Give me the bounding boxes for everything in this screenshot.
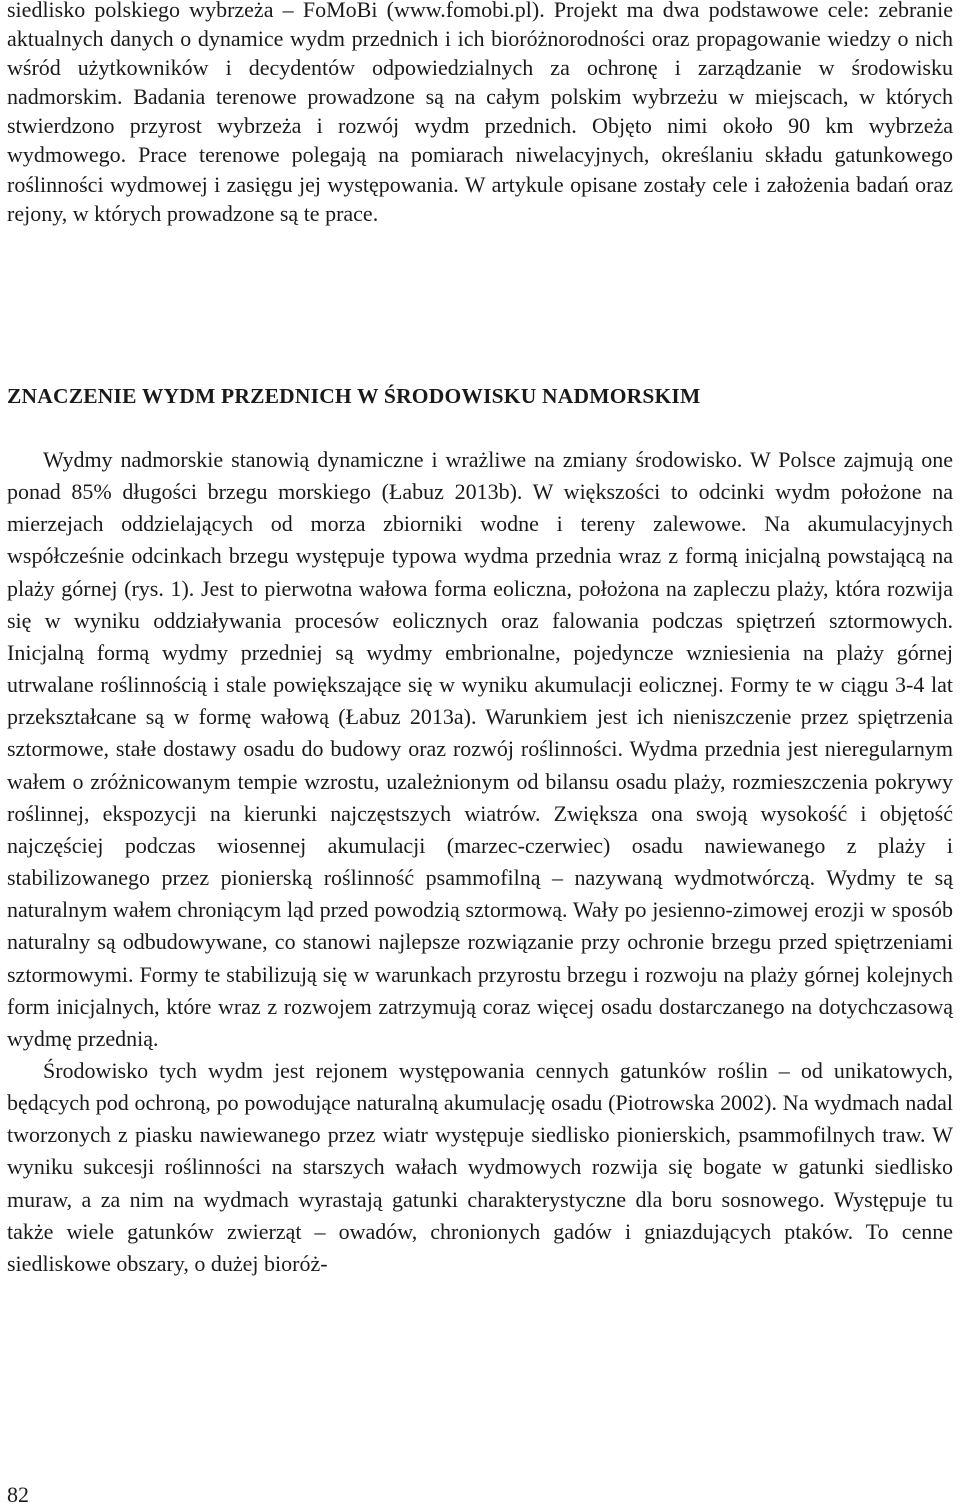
section-heading: ZNACZENIE WYDM PRZEDNICH W ŚRODOWISKU NADMORSKIM xyxy=(7,384,701,408)
section-body xyxy=(7,444,953,1280)
intro-paragraph: siedlisko polskiego wybrzeża – FoMoBi (www.fomobi.pl). Projekt ma dwa podstawowe cele: zebranie aktualnych danych o dynamice wydm przednich i ich bioróżnorodności oraz propagowanie wiedzy o nich wśród użytkowników i decydentów odpowiedzialnych za ochronę i zarządzanie w środowisku nadmorskim. Badania terenowe prowadzone są na całym polskim wybrzeżu w miejscach, w których stwierdzono przyrost wybrzeża i rozwój wydm przednich. Objęto nimi około 90 km wybrzeża wydmowego. Prace terenowe polegają na pomiarach niwelacyjnych, określaniu składu gatunkowego roślinności wydmowej i zasięgu jej występowania. W artykule opisane zostały cele i założenia badań oraz rejony, w których prowadzone są te prace. xyxy=(7,0,953,226)
body-paragraph: Wydmy nadmorskie stanowią dynamiczne i wrażliwe na zmiany środowisko. W Polsce zajmują one ponad 85% długości brzegu morskiego (Łabuz 2013b). W większości to odcinki wydm położone na mierzejach oddzielających od morza zbiorniki wodne i tereny zalewowe. Na akumulacyjnych współcześnie odcinkach brzegu występuje typowa wydma przednia wraz z formą inicjalną powstającą na plaży górnej (rys. 1). Jest to pierwotna wałowa forma eoliczna, położona na zapleczu plaży, która rozwija się w wyniku oddziaływania procesów eolicznych oraz falowania podczas spiętrzeń sztormowych. Inicjalną formą wydmy przedniej są wydmy embrionalne, pojedyncze wzniesienia na plaży górnej utrwalane roślinnością i stale powiększające się w wyniku akumulacji eolicznej. Formy te w ciągu 3-4 lat przekształcane są w formę wałową (Łabuz 2013a). Warunkiem jest ich nieniszczenie przez spiętrzenia sztormowe, stałe dostawy osadu do budowy oraz rozwój roślinności. Wydma przednia jest nieregularnym wałem o zróżnicowanym tempie wzrostu, uzależnionym od bilansu osadu plaży, rozmieszczenia pokrywy roślinnej, ekspozycji na kierunki najczęstszych wiatrów. Zwiększa ona swoją wysokość i objętość najczęściej podczas wiosennej akumulacji (marzec-czerwiec) osadu nawiewanego z plaży i stabilizowanego przez pionierską roślinność psammofilną – nazywaną wydmotwórczą. Wydmy te są naturalnym wałem chroniącym ląd przed powodzią sztormową. Wały po jesienno-zimowej erozji w sposób naturalny są odbudowywane, co stanowi najlepsze rozwiązanie przy ochronie brzegu przed spiętrzeniami sztormowymi. Formy te stabilizują się w warunkach przyrostu brzegu i rozwoju na plaży górnej kolejnych form inicjalnych, które wraz z rozwojem zatrzymują coraz więcej osadu dostarczanego na dotychczasową wydmę przednią. xyxy=(7,447,953,1051)
body-paragraph: Środowisko tych wydm jest rejonem występowania cennych gatunków roślin – od unikatowych, będących pod ochroną, po powodujące naturalną akumulację osadu (Piotrowska 2002). Na wydmach nadal tworzonych z piasku nawiewanego przez wiatr występuje siedlisko pionierskich, psammofilnych traw. W wyniku sukcesji roślinności na starszych wałach wydmowych rozwija się bogate w gatunki siedlisko muraw, a za nim na wydmach wyrastają gatunki charakterystyczne dla boru sosnowego. Występuje tu także wiele gatunków zwierząt – owadów, chronionych gadów i gniazdujących ptaków. To cenne siedliskowe obszary, o dużej bioróż- xyxy=(7,1057,953,1276)
page-number: 82 xyxy=(7,1482,29,1507)
